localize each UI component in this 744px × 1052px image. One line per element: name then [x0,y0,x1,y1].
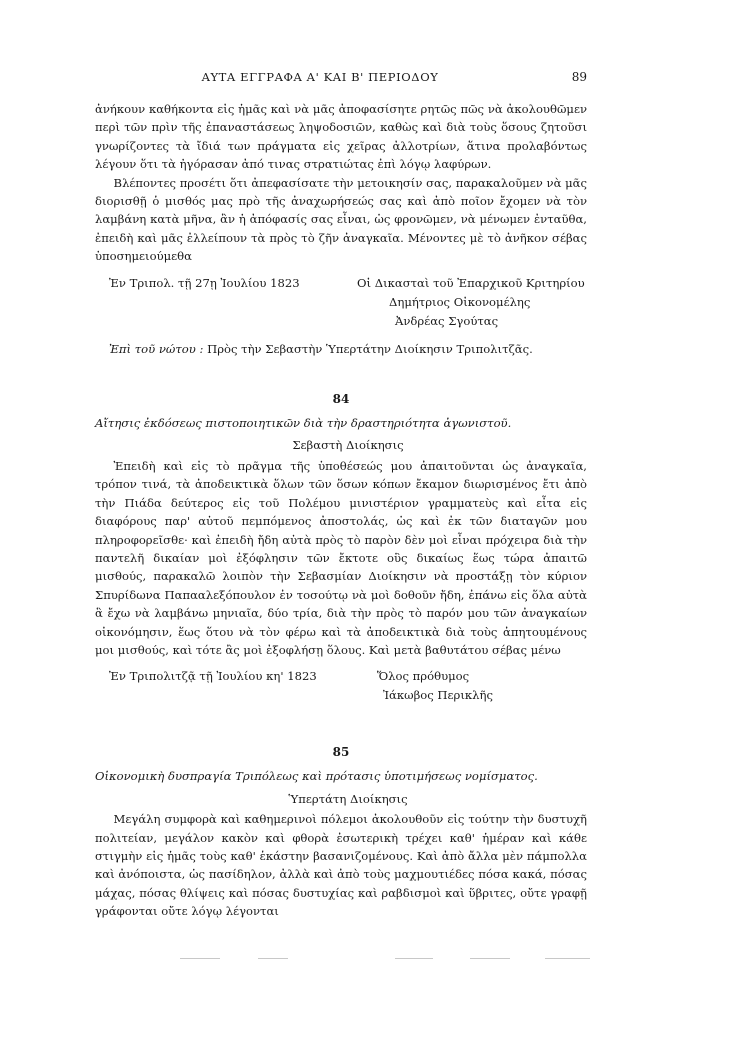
scan-artifact-rule [395,958,433,959]
scan-artifact-rule [180,958,220,959]
running-title: ΑΥΤΑ ΕΓΓΡΑΦΑ Α' ΚΑΙ Β' ΠΕΡΙΟΔΟΥ [201,70,439,84]
doc84-number: 84 [332,392,350,407]
doc85-summary: Οἰκονομικὴ δυσπραγία Τριπόλεως καὶ πρότασις ὑποτιμήσεως νομίσματος. [95,769,538,784]
doc84-salutation: Σεβαστὴ Διοίκησις [292,438,404,453]
doc84-signatory: Ἰάκωβος Περικλῆς [383,688,493,703]
doc84-summary: Αἴτησις ἐκδόσεως πιστοποιητικῶν διὰ τὴν δραστηριότητα ἀγωνιστοῦ. [95,416,512,431]
doc83-paragraph-1: ἀνήκουν καθήκοντα εἰς ἡμᾶς καὶ νὰ μᾶς ἀποφασίσητε ρητῶς πῶς νὰ ἀκολουθῶμεν περὶ τῶν πρὶν τῆς ἐπαναστάσεως ληψοδοσιῶν, καθὼς καὶ διὰ τοὺς ὅσους ζητοῦσι γνωρίζοντες τὰ ἴδιά των πράγματα εἰς χεῖρας ἀλλοτρίων, ἅτινα προλαβόντως λέγουν ὅτι τὰ ἠγόρασαν ἀπό τινας στρατιώτας ἐπὶ λόγῳ λαφύρων. [95,102,587,172]
scan-artifact-rule [258,958,288,959]
scan-artifact-rule [470,958,510,959]
doc84-closing: Ὅλος πρόθυμος [377,669,470,684]
verso-text: Πρὸς τὴν Σεβαστὴν Ὑπερτάτην Διοίκησιν Τριπολιτζᾶς. [207,341,533,356]
page-body [95,100,587,921]
doc85-salutation: Ὑπερτάτη Διοίκησις [288,791,408,806]
doc83-verso-note [95,340,587,358]
doc83-signatory-1: Δημήτριος Οἰκονομέλης [389,294,531,309]
doc84-body: Ἐπειδὴ καὶ εἰς τὸ πρᾶγμα τῆς ὑποθέσεώς μου ἀπαιτοῦνται ὡς ἀναγκαῖα, τρόπον τινά, τὰ ἀποδεικτικὰ ὅλων τῶν ὅσων κόπων ἔκαμον διωρισμένος ἔτι ἀπὸ τὴν Πιάδα δεύτερος εἰς τοῦ Πολέμου μινιστέριον γραμματεὺς καὶ εἶτα εἰς διαφόρους παρ' αὐτοῦ πεμπόμενος ἀποστολάς, ὡς καὶ ἐκ τῶν διαταγῶν μου πληροφορεῖσθε· καὶ ἐπειδὴ ἤδη αὐτὰ πρὸς τὸ παρὸν δὲν μοὶ εἶναι πρόχειρα διὰ τὴν παντελῆ δικαίαν μοὶ ἐξόφλησιν τῶν ἔκτοτε οὓς δικαίως ἕως τώρα ἀπαιτῶ μισθούς, παρακαλῶ λοιπὸν τὴν Σεβασμίαν Διοίκησιν νὰ προστάξῃ τὸν κύριον Σπυρίδωνα Παπααλεξόπουλον ἐν τοσούτῳ νὰ μοὶ δοθοῦν ἤδη, ἐπάνω εἰς ὅλα αὐτὰ ἃ ἔχω νὰ λαμβάνω μηνιαῖα, δύο τρία, διὰ τὴν πρὸς τὸ παρόν μου τῶν ἀναγκαίων οἰκονόμησιν, ἕως ὅτου νὰ τὸν φέρω καὶ τὰ ἀποδεικτικὰ διὰ τοὺς ἀπητουμένους μοι μισθούς, καὶ τότε ἂς μοὶ ἐξοφλήσῃ ὅλους. Καὶ μετὰ βαθυτάτου σέβας μένω [95,458,587,657]
verso-label: Ἐπὶ τοῦ νώτου : [109,341,204,356]
doc84-signature-block [95,667,587,711]
doc83-paragraph-2: Βλέποντες προσέτι ὅτι ἀπεφασίσατε τὴν μετοικησίν σας, παρακαλοῦμεν νὰ μᾶς διορισθῇ ὁ μισθός μας πρὸ τῆς ἀναχωρήσεώς σας καὶ ἀπὸ ποῖον ἔχομεν νὰ τὸν λαμβάνη κατὰ μῆνα, ἂν ἡ ἀπόφασίς σας εἶναι, ὡς φρονῶμεν, νὰ μένωμεν ἐνταῦθα, ἐπειδὴ καὶ μᾶς ἐλλείπουν τὰ πρὸς τὸ ζῆν ἀναγκαῖα. Μένοντες μὲ τὸ ἀνῆκον σέβας ὑποσημειούμεθα [95,175,587,264]
page-number: 89 [571,70,587,84]
page-header [95,70,587,88]
doc84-place-date: Ἐν Τριπολιτζᾷ τῇ Ἰουλίου κη' 1823 [109,669,317,684]
doc85-number: 85 [332,745,350,760]
doc83-signatory-2: Ἀνδρέας Σγούτας [395,313,499,328]
doc83-place-date: Ἐν Τριπολ. τῇ 27ῃ Ἰουλίου 1823 [109,275,300,290]
scan-artifact-rule [545,958,590,959]
doc85-body: Μεγάλη συμφορὰ καὶ καθημερινοὶ πόλεμοι ἀκολουθοῦν εἰς τούτην τὴν δυστυχῆ πολιτείαν, μεγάλον κακὸν καὶ φθορὰ ἐσωτερικὴ τρέχει καθ' ἡμέραν καὶ κάθε στιγμὴν εἰς ἡμᾶς τοὺς καθ' ἑκάστην βασανιζομένους. Καὶ ἀπὸ ἄλλα μὲν πάμπολλα καὶ ἀνόποιστα, ὡς πασίδηλον, ἀλλὰ καὶ ἀπὸ τοὺς μαχμουτιέδες πόσα κακά, πόσας μάχας, πόσας θλίψεις καὶ πόσας δυστυχίας καὶ ραβδισμοὶ καὶ ὕβριτες, οὔτε γραφῇ γράφονται οὔτε λόγῳ λέγονται [95,812,587,919]
doc83-signatory-title: Οἱ Δικασταὶ τοῦ Ἐπαρχικοῦ Κριτηρίου [357,275,585,290]
doc83-signature-block [95,274,587,334]
